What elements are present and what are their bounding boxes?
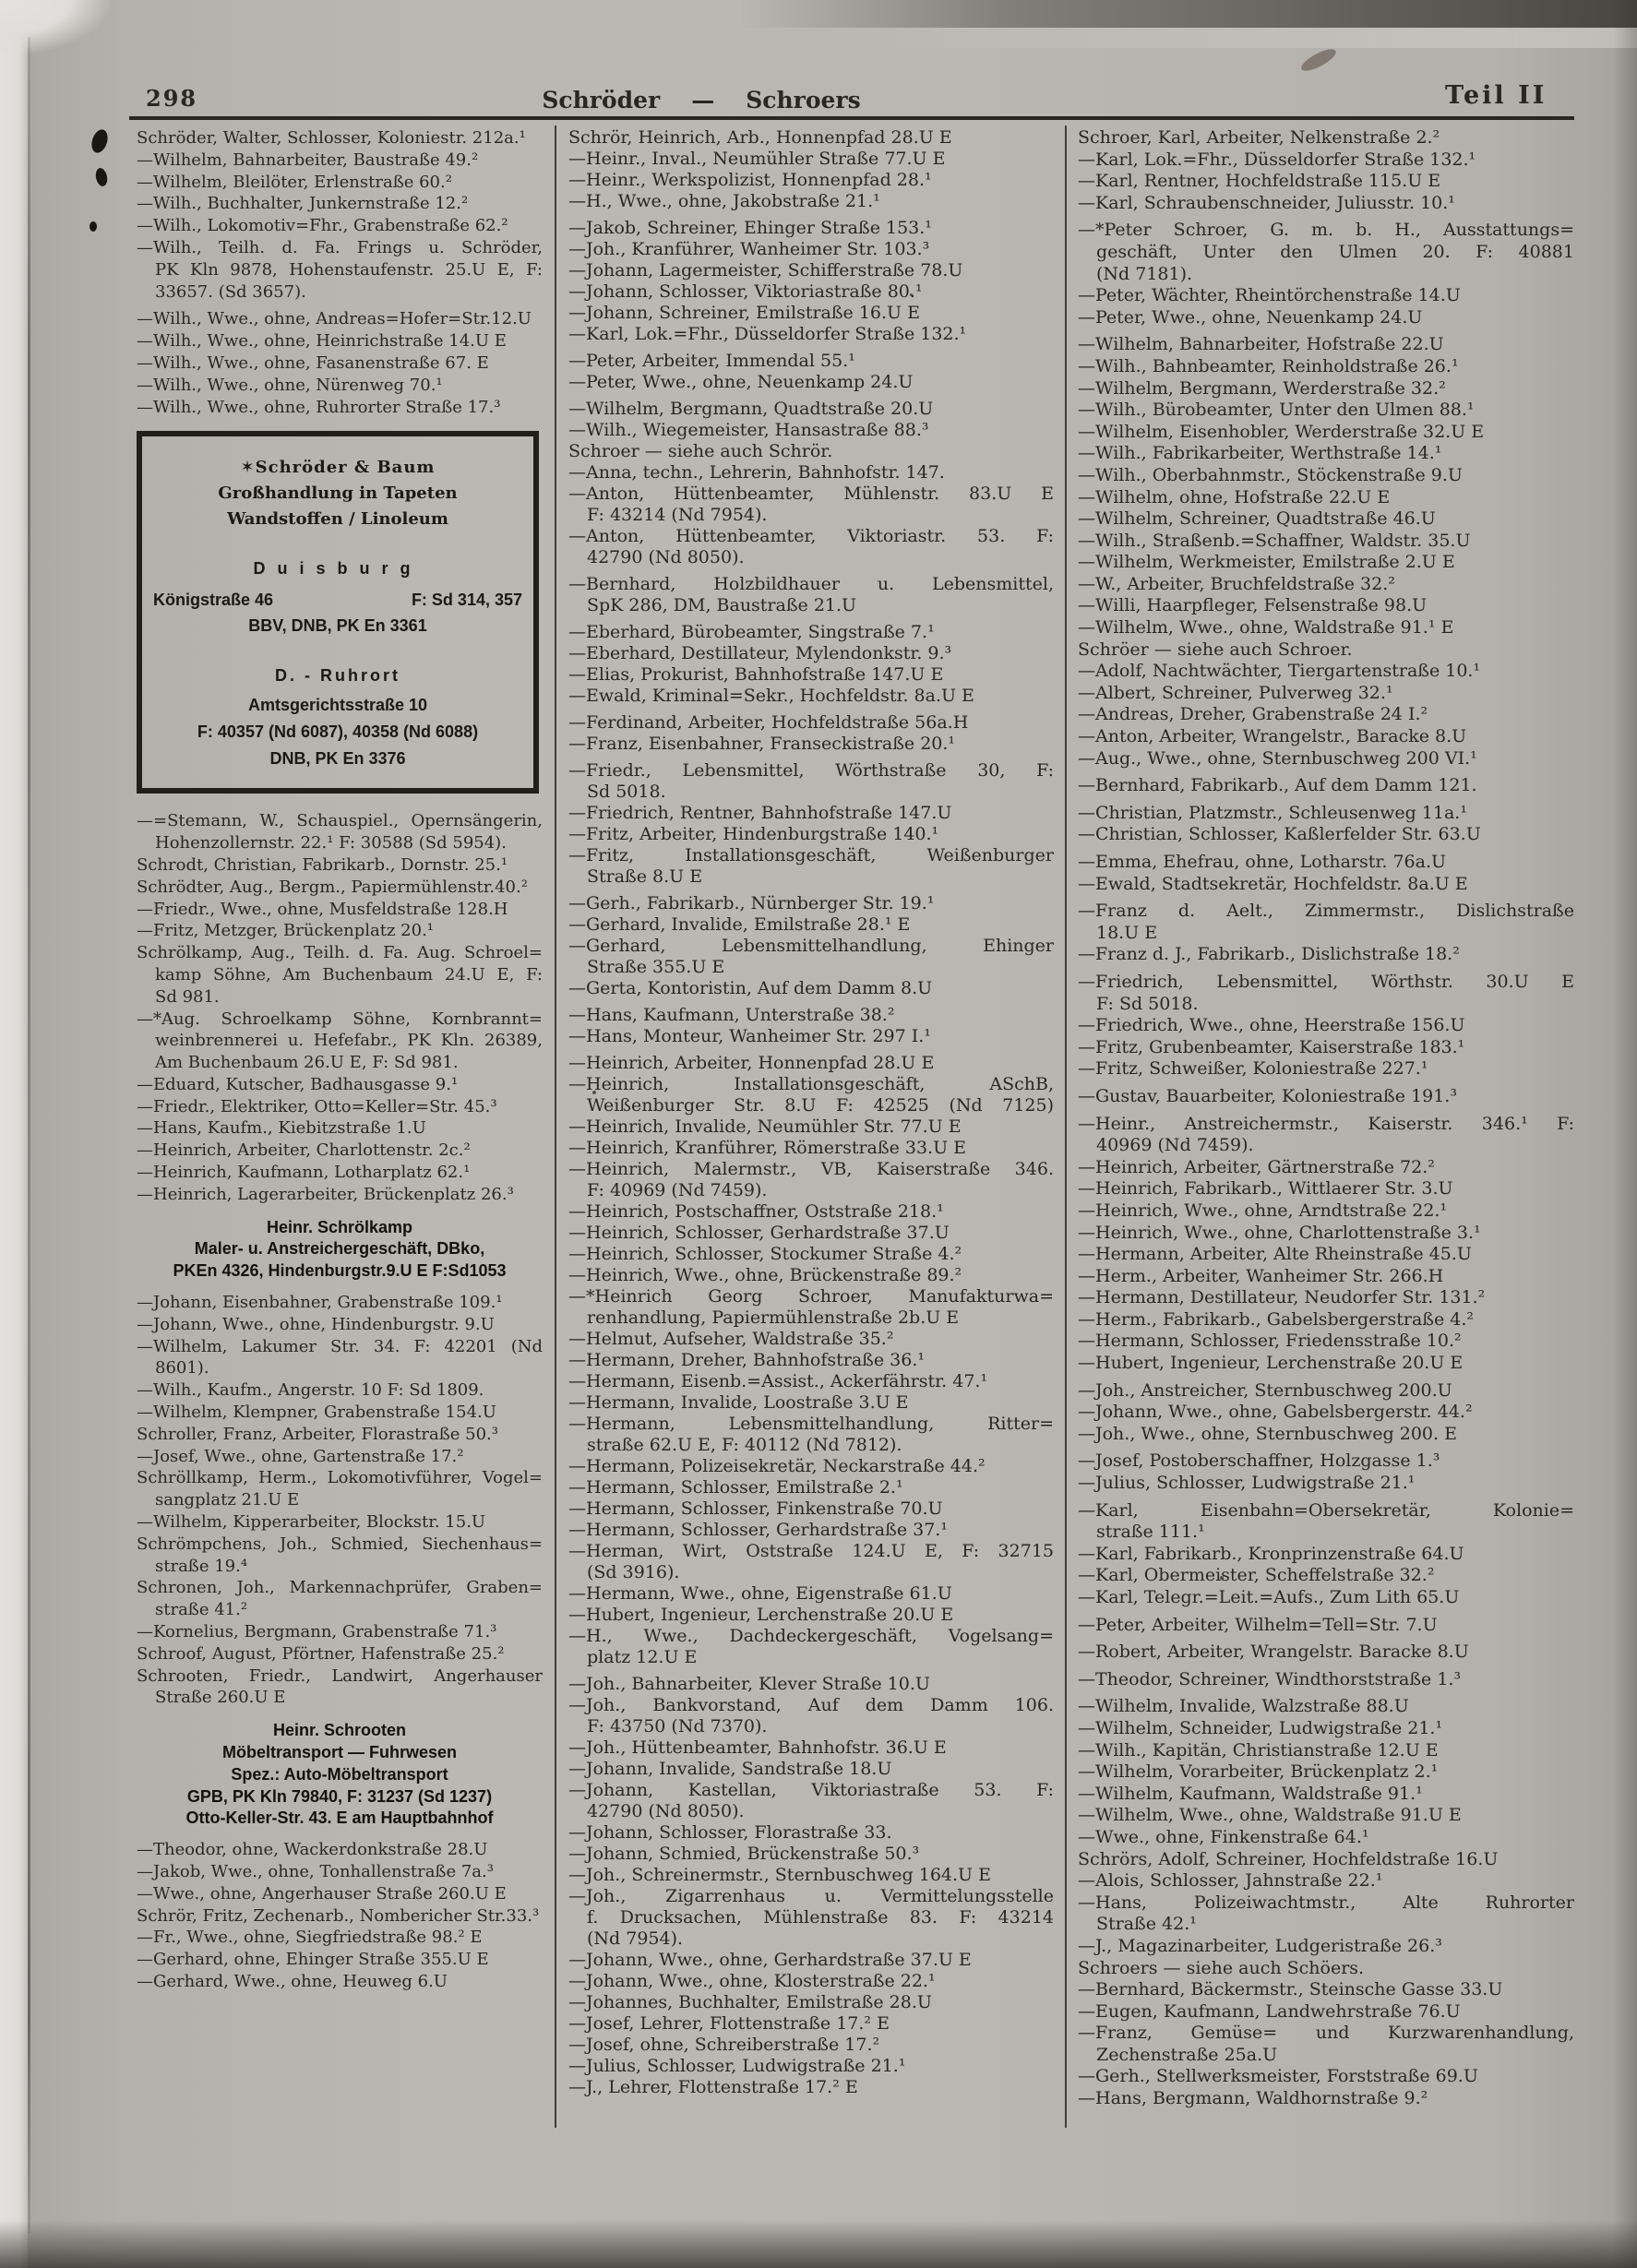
- entry-line: 40969 (Nd 7459).: [1096, 1135, 1254, 1156]
- entry-line: —Fritz, Grubenbeamter, Kaiserstraße 183.¹: [1078, 1036, 1465, 1057]
- ad-line: Heinr. Schrooten: [272, 1721, 407, 1740]
- entry-line: —Hans, Bergmann, Waldhornstraße 9.²: [1078, 2088, 1428, 2109]
- entry-line: —Gerhard, Lebensmittelhandlung, Ehinger: [568, 936, 1054, 956]
- ad-line: Duisburg: [253, 558, 423, 578]
- entry-line: —Jakob, Schreiner, Ehinger Straße 153.¹: [568, 218, 932, 238]
- entry-line: Schrooten, Friedr., Landwirt, Angerhauser: [137, 1665, 543, 1686]
- entry-line: —Wilhelm, Vorarbeiter, Brückenplatz 2.¹: [1078, 1761, 1439, 1783]
- entry-line: Straße 8.U E: [587, 866, 703, 887]
- entry-line: —Willi, Haarpfleger, Felsenstraße 98.U: [1078, 595, 1428, 616]
- entry-line: —Theodor, ohne, Wackerdonkstraße 28.U: [137, 1840, 488, 1860]
- entry-line: —Heinrich, Lagerarbeiter, Brückenplatz 26.³: [137, 1184, 514, 1204]
- entry-line: —Friedr., Lebensmittel, Wörthstraße 30, F:: [568, 760, 1054, 781]
- scan-background-left: [0, 0, 28, 2268]
- entry-line: —Andreas, Dreher, Grabenstraße 24 I.²: [1078, 704, 1428, 725]
- entry-line: —Heinrich, Kaufmann, Lotharplatz 62.¹: [137, 1163, 471, 1183]
- entry-line: —Heinrich, Arbeiter, Honnenpfad 28.U E: [568, 1053, 935, 1073]
- entry-line: renhandlung, Papiermühlenstraße 2b.U E: [587, 1307, 960, 1328]
- ad-line: F: 40357 (Nd 6087), 40358 (Nd 6088): [197, 722, 479, 741]
- entry-line: —Emma, Ehefrau, ohne, Lotharstr. 76a.U: [1078, 852, 1447, 872]
- entry-line: Sd 981.: [155, 986, 220, 1007]
- entry-line: —Franz d. Aelt., Zimmermstr., Dislichstraße: [1078, 901, 1574, 922]
- entry-line: —Fritz, Arbeiter, Hindenburgstraße 140.¹: [568, 824, 939, 844]
- entry-line: —Anton, Hüttenbeamter, Viktoriastr. 53. F:: [568, 526, 1054, 546]
- ad-line: Maler- u. Anstreichergeschäft, DBko,: [194, 1239, 485, 1259]
- entry-line: —Wilhelm, Invalide, Walzstraße 88.U: [1078, 1696, 1409, 1717]
- entry-line: —Wilh., Wwe., ohne, Fasanenstraße 67. E: [137, 352, 489, 373]
- entry-line: —Heinrich, Arbeiter, Gärtnerstraße 72.²: [1078, 1156, 1435, 1177]
- entry-line: —Aug., Wwe., ohne, Sternbuschweg 200 VI.¹: [1078, 747, 1477, 769]
- ad-line: Amtsgerichtsstraße 10: [247, 695, 428, 714]
- entry-line: —*Peter Schroer, G. m. b. H., Ausstattungs=: [1078, 220, 1574, 241]
- entry-line: Schronen, Joh., Markennachprüfer, Graben=: [137, 1578, 543, 1598]
- page-curl-top-highlight: [830, 28, 1637, 48]
- entry-line: —Friedrich, Rentner, Bahnhofstraße 147.U: [568, 803, 952, 823]
- entry-line: weinbrennerei u. Hefefabr., PK Kln. 26389,: [155, 1031, 543, 1051]
- entry-line: —Wilh., Kaufm., Angerstr. 10 F: Sd 1809.: [137, 1380, 484, 1401]
- entry-line: —*Aug. Schroelkamp Söhne, Kornbrannt=: [137, 1009, 543, 1029]
- ad-line: BBV, DNB, PK En 3361: [248, 616, 427, 636]
- entry-line: —Hermann, Polizeisekretär, Neckarstraße 44.²: [568, 1456, 986, 1476]
- entry-line: —Ferdinand, Arbeiter, Hochfeldstraße 56a.H: [568, 712, 969, 733]
- entry-line: —Hermann, Schlosser, Finkenstraße 70.U: [568, 1498, 943, 1519]
- entry-line: —Eberhard, Bürobeamter, Singstraße 7.¹: [568, 622, 935, 642]
- entry-line: —Johann, Kastellan, Viktoriastraße 53. F:: [568, 1780, 1054, 1800]
- entry-line: —Wilh., Wwe., ohne, Heinrichstraße 14.U E: [137, 331, 507, 352]
- entry-line: Weißenburger Str. 8.U F: 42525 (Nd 7125): [587, 1095, 1054, 1116]
- entry-line: —Helmut, Aufseher, Waldstraße 35.²: [568, 1329, 894, 1349]
- entry-line: —Wilhelm, Eisenhobler, Werderstraße 32.U E: [1078, 421, 1485, 442]
- entry-line: —Fritz, Schweißer, Koloniestraße 227.¹: [1078, 1058, 1428, 1080]
- entry-line: —Hermann, Invalide, Loostraße 3.U E: [568, 1392, 909, 1413]
- entry-line: —Wilh., Lokomotiv=Fhr., Grabenstraße 62.²: [137, 216, 508, 236]
- entry-line: —H., Wwe., ohne, Jakobstraße 21.¹: [568, 191, 880, 211]
- entries-schrodt-schroelkamp: [137, 810, 543, 1205]
- entry-line: —Heinrich, Malermstr., VB, Kaiserstraße 346.: [568, 1159, 1054, 1179]
- entry-line: —Gerta, Kontoristin, Auf dem Damm 8.U: [568, 978, 933, 998]
- running-head-right: Schroers: [746, 87, 861, 113]
- entry-line: —Peter, Wächter, Rheintörchenstraße 14.U: [1078, 285, 1461, 306]
- entry-line: Straße 42.¹: [1096, 1914, 1197, 1935]
- entry-line: —Anton, Hüttenbeamter, Mühlenstr. 83.U E: [568, 483, 1054, 504]
- entry-line: —Hermann, Wwe., ohne, Eigenstraße 61.U: [568, 1583, 952, 1604]
- entry-line: —Herm., Arbeiter, Wanheimer Str. 266.H: [1078, 1265, 1444, 1286]
- entry-line: —Wilh., Bahnbeamter, Reinholdstraße 26.¹: [1078, 355, 1459, 376]
- entry-line: Straße 260.U E: [155, 1688, 286, 1708]
- entry-line: 42790 (Nd 8050).: [587, 547, 745, 567]
- entry-line: —Hans, Kaufmann, Unterstraße 38.²: [568, 1005, 895, 1025]
- entry-line: —Gerhard, Invalide, Emilstraße 28.¹ E: [568, 914, 911, 935]
- entry-line: —Heinr., Werkspolizist, Honnenpfad 28.¹: [568, 170, 932, 190]
- entry-line: —Johann, Schmied, Brückenstraße 50.³: [568, 1844, 920, 1864]
- entry-line: SpK 286, DM, Baustraße 21.U: [587, 595, 857, 615]
- ad-line: Großhandlung in Tapeten: [218, 483, 458, 504]
- scan-smudge: [1298, 45, 1339, 75]
- entry-line: Schrör, Heinrich, Arb., Honnenpfad 28.U E: [568, 127, 952, 148]
- entry-line: —Heinrich, Postschaffner, Oststraße 218.¹: [568, 1201, 944, 1222]
- entry-line: —Elias, Prokurist, Bahnhofstraße 147.U E: [568, 664, 944, 685]
- entry-line: Schröder, Walter, Schlosser, Koloniestr. 212a.¹: [137, 128, 526, 148]
- entry-line: PK Kln 9878, Hohenstaufenstr. 25.U E, F:: [155, 259, 543, 280]
- entry-line: —Heinr., Anstreichermstr., Kaiserstr. 346.¹ F:: [1078, 1113, 1574, 1134]
- entry-line: —Wilhelm, Werkmeister, Emilstraße 2.U E: [1078, 552, 1455, 573]
- entry-line: —Wilhelm, Kaufmann, Waldstraße 91.¹: [1078, 1783, 1423, 1804]
- entry-line: —Hermann, Destillateur, Neudorfer Str. 131.²: [1078, 1287, 1486, 1308]
- entry-line: —Hermann, Schlosser, Emilstraße 2.¹: [568, 1477, 903, 1498]
- entry-line: —Joh., Schreinermstr., Sternbuschweg 164.U E: [568, 1865, 991, 1885]
- entry-line: Schrölkamp, Aug., Teilh. d. Fa. Aug. Schroel=: [137, 943, 543, 963]
- ad-line: DNB, PK En 3376: [269, 748, 406, 768]
- entry-line: —Herman, Wirt, Oststraße 124.U E, F: 32715: [568, 1541, 1054, 1561]
- entry-line: (Nd 7954).: [587, 1928, 684, 1949]
- entry-line: sangplatz 21.U E: [155, 1490, 300, 1510]
- column-divider-1: [555, 125, 556, 2128]
- entry-line: —Hermann, Schlosser, Gerhardstraße 37.¹: [568, 1520, 948, 1540]
- entry-line: —Wilh., Fabrikarbeiter, Werthstraße 14.¹: [1078, 443, 1442, 464]
- entry-line: —Johann, Schreiner, Emilstraße 16.U E: [568, 303, 920, 323]
- entry-line: —Christian, Platzmstr., Schleusenweg 11a.¹: [1078, 802, 1467, 823]
- entry-line: —Anna, techn., Lehrerin, Bahnhofstr. 147.: [568, 462, 945, 483]
- entry-line: —Wilh., Wiegemeister, Hansastraße 88.³: [568, 420, 929, 440]
- entry-line: —Heinrich, Fabrikarb., Wittlaerer Str. 3.U: [1078, 1178, 1453, 1200]
- entry-line: —Friedrich, Lebensmittel, Wörthstr. 30.U E: [1078, 971, 1574, 992]
- entry-line: —Heinrich, Schlosser, Stockumer Straße 4.²: [568, 1244, 962, 1264]
- entry-line: —Wilh., Kapitän, Christianstraße 12.U E: [1078, 1739, 1439, 1761]
- entry-line: —Johann, Wwe., ohne, Gabelsbergerstr. 44.²: [1078, 1402, 1473, 1423]
- entry-line: —Fr., Wwe., ohne, Siegfriedstraße 98.² E: [137, 1928, 483, 1948]
- directory-column-right: [1078, 127, 1574, 2110]
- entry-line: F: Sd 5018.: [1096, 993, 1199, 1014]
- entry-line: —Peter, Wwe., ohne, Neuenkamp 24.U: [568, 372, 914, 392]
- entry-line: —Bernhard, Holzbildhauer u. Lebensmittel,: [568, 574, 1054, 594]
- entries-schroer-right: [1078, 127, 1574, 2110]
- entry-line: —Kornelius, Bergmann, Grabenstraße 71.³: [137, 1622, 497, 1642]
- entry-line: —Wilhelm, ohne, Hofstraße 22.U E: [1078, 486, 1391, 507]
- entry-line: F: 40969 (Nd 7459).: [587, 1180, 768, 1200]
- running-head-dash: —: [691, 87, 715, 113]
- entry-line: f. Drucksachen, Mühlenstraße 83. F: 43214: [587, 1907, 1054, 1928]
- entry-line: —Ewald, Stadtsekretär, Hochfeldstr. 8a.U E: [1078, 873, 1468, 894]
- entry-line: 8601).: [155, 1358, 209, 1379]
- entry-line: —Josef, Lehrer, Flottenstraße 17.² E: [568, 2013, 890, 2034]
- entry-line: geschäft, Unter den Ulmen 20. F: 40881: [1096, 241, 1574, 262]
- entry-line: —Fritz, Installationsgeschäft, Weißenburger: [568, 845, 1054, 865]
- entry-line: Schröllkamp, Herm., Lokomotivführer, Vogel=: [137, 1468, 543, 1488]
- entry-line: 33657. (Sd 3657).: [155, 281, 306, 302]
- entry-line: —Wilhelm, Bahnarbeiter, Hofstraße 22.U: [1078, 334, 1444, 355]
- entry-line: —Joh., Hüttenbeamter, Bahnhofstr. 36.U E: [568, 1737, 947, 1758]
- page-number: 298: [146, 85, 198, 112]
- entry-line: Schrömpchens, Joh., Schmied, Siechenhaus=: [137, 1534, 543, 1554]
- entry-line: —Wilhelm, Bergmann, Werderstraße 32.²: [1078, 377, 1446, 399]
- entry-line: —Alois, Schlosser, Jahnstraße 22.¹: [1078, 1870, 1383, 1892]
- entry-line: —Hans, Monteur, Wanheimer Str. 297 I.¹: [568, 1026, 931, 1046]
- entry-line: —Karl, Eisenbahn=Obersekretär, Kolonie=: [1078, 1499, 1574, 1521]
- entry-line: —*Heinrich Georg Schroer, Manufakturwa=: [568, 1286, 1054, 1307]
- entry-line: —Heinrich, Wwe., ohne, Arndtstraße 22.¹: [1078, 1200, 1448, 1221]
- entry-line: —Friedr., Elektriker, Otto=Keller=Str. 45.³: [137, 1096, 497, 1116]
- page-curl-top: [738, 0, 1637, 28]
- entry-line: Hohenzollernstr. 22.¹ F: 30588 (Sd 5954).: [155, 833, 507, 853]
- ink-blob: [94, 167, 109, 187]
- entry-line: —Fritz, Metzger, Brückenplatz 20.¹: [137, 921, 435, 941]
- entries-schroer-middle: [568, 127, 1054, 2098]
- entry-line: —Bernhard, Fabrikarb., Auf dem Damm 121.: [1078, 775, 1477, 796]
- entry-line: —Joh., Bahnarbeiter, Klever Straße 10.U: [568, 1674, 930, 1694]
- ad-line: Otto-Keller-Str. 43. E am Hauptbahnhof: [185, 1808, 494, 1828]
- entry-line: —Wilhelm, Bahnarbeiter, Baustraße 49.²: [137, 149, 479, 170]
- entry-line: straße 62.U E, F: 40112 (Nd 7812).: [587, 1435, 902, 1455]
- entry-line: —Karl, Schraubenschneider, Juliusstr. 10.¹: [1078, 192, 1455, 213]
- entry-line: straße 41.²: [155, 1600, 248, 1620]
- entry-line: Schrodt, Christian, Fabrikarb., Dornstr. 25.¹: [137, 854, 508, 875]
- entry-line: Schrörs, Adolf, Schreiner, Hochfeldstraße 16.U: [1078, 1848, 1499, 1869]
- entry-line: —Johann, Wwe., ohne, Gerhardstraße 37.U E: [568, 1950, 972, 1970]
- entry-line: —Hans, Kaufm., Kiebitzstraße 1.U: [137, 1118, 426, 1139]
- ink-blob: [89, 127, 110, 155]
- entry-line: —Heinrich, Schlosser, Gerhardstraße 37.U: [568, 1223, 950, 1243]
- entry-line: Straße 355.U E: [587, 957, 725, 977]
- entry-line: —Eugen, Kaufmann, Landwehrstraße 76.U: [1078, 2000, 1461, 2022]
- entry-line: —Joh., Wwe., ohne, Sternbuschweg 200. E: [1078, 1423, 1457, 1444]
- column-divider-2: [1065, 125, 1067, 2128]
- entry-line: —Karl, Telegr.=Leit.=Aufs., Zum Lith 65.U: [1078, 1587, 1460, 1607]
- entry-line: kamp Söhne, Am Buchenbaum 24.U E, F:: [155, 964, 543, 985]
- entry-line: —=Stemann, W., Schauspiel., Opernsängerin,: [137, 811, 543, 831]
- entry-line: —J., Magazinarbeiter, Ludgeristraße 26.³: [1078, 1935, 1442, 1956]
- entry-line: —Theodor, Schreiner, Windthorststraße 1.³: [1078, 1668, 1462, 1689]
- entry-line: —Hermann, Arbeiter, Alte Rheinstraße 45.U: [1078, 1244, 1472, 1265]
- entry-line: straße 19.⁴: [155, 1556, 248, 1576]
- entry-line: Sd 5018.: [587, 782, 666, 802]
- entry-line: —Hermann, Schlosser, Friedensstraße 10.²: [1078, 1331, 1462, 1352]
- ad-heinr-schroelkamp: [137, 1217, 543, 1283]
- entry-line: —Gerh., Stellwerksmeister, Forststraße 69.U: [1078, 2066, 1478, 2087]
- scan-shadow-right: [1613, 0, 1637, 2268]
- entry-line: —Johann, Lagermeister, Schifferstraße 78.U: [568, 260, 963, 281]
- entry-line: —Karl, Obermeister, Scheffelstraße 32.²: [1078, 1565, 1435, 1586]
- entry-line: —Wilhelm, Wwe., ohne, Waldstraße 91.U E: [1078, 1805, 1462, 1826]
- ad-line: [153, 590, 522, 612]
- entry-line: F: 43214 (Nd 7954).: [587, 505, 768, 525]
- entries-schroeder-w: [137, 127, 543, 418]
- entry-line: —Hubert, Ingenieur, Lerchenstraße 20.U E: [1078, 1353, 1464, 1374]
- entry-line: —Gerh., Fabrikarb., Nürnberger Str. 19.¹: [568, 893, 935, 913]
- ad-schroeder-baum: [137, 431, 539, 794]
- page-curl-bottom: [0, 2220, 1637, 2268]
- entry-line: —Heinrich, Installationsgeschäft, ASchB,: [568, 1074, 1054, 1094]
- header-rule: [129, 116, 1574, 120]
- entry-line: —Josef, Postoberschaffner, Holzgasse 1.³: [1078, 1450, 1440, 1472]
- entry-line: —Franz, Gemüse= und Kurzwarenhandlung,: [1078, 2023, 1574, 2044]
- section-label: Teil II: [1445, 81, 1547, 110]
- cross-reference-line: Schröer — siehe auch Schroer.: [1078, 639, 1353, 660]
- entry-line: —Wilhelm, Kipperarbeiter, Blockstr. 15.U: [137, 1512, 486, 1533]
- entry-line: —Wwe., ohne, Finkenstraße 64.¹: [1078, 1826, 1369, 1847]
- entry-line: —Gustav, Bauarbeiter, Koloniestraße 191.³: [1078, 1085, 1457, 1106]
- entry-line: —Johann, Eisenbahner, Grabenstraße 109.¹: [137, 1293, 503, 1313]
- entry-line: —J., Lehrer, Flottenstraße 17.² E: [568, 2077, 858, 2097]
- entry-line: 18.U E: [1096, 922, 1158, 943]
- entry-line: —Heinrich, Kranführer, Römerstraße 33.U E: [568, 1138, 966, 1158]
- entry-line: —Heinrich, Wwe., ohne, Brückenstraße 89.²: [568, 1265, 962, 1285]
- entry-line: —Wilh., Oberbahnmstr., Stöckenstraße 9.U: [1078, 464, 1463, 485]
- entry-line: —Wwe., ohne, Angerhauser Straße 260.U E: [137, 1883, 507, 1904]
- ad-line-part: F: Sd 314, 357: [411, 590, 522, 609]
- entry-line: —Wilhelm, Wwe., ohne, Waldstraße 91.¹ E: [1078, 617, 1454, 639]
- ad-heinr-schrooten: [137, 1720, 543, 1830]
- entry-line: —Herm., Fabrikarb., Gabelsbergerstraße 4.²: [1078, 1308, 1475, 1330]
- entry-line: —Hans, Polizeiwachtmstr., Alte Ruhrorter: [1078, 1892, 1574, 1913]
- entry-line: —Peter, Arbeiter, Wilhelm=Tell=Str. 7.U: [1078, 1614, 1438, 1635]
- entry-line: —Johann, Wwe., ohne, Hindenburgstr. 9.U: [137, 1314, 495, 1334]
- entry-line: —Karl, Fabrikarb., Kronprinzenstraße 64.U: [1078, 1543, 1464, 1564]
- entry-line: —Wilhelm, Schreiner, Quadtstraße 46.U: [1078, 508, 1436, 530]
- entry-line: —Julius, Schlosser, Ludwigstraße 21.¹: [568, 2056, 906, 2076]
- entry-line: —Hermann, Eisenb.=Assist., Ackerfährstr. 47.¹: [568, 1371, 988, 1391]
- entry-line: —Heinrich, Wwe., ohne, Charlottenstraße 3.¹: [1078, 1222, 1481, 1243]
- entry-line: —Wilhelm, Klempner, Grabenstraße 154.U: [137, 1403, 496, 1423]
- entry-line: —Karl, Rentner, Hochfeldstraße 115.U E: [1078, 171, 1441, 192]
- ink-blob: [90, 221, 97, 232]
- entry-line: —Hermann, Lebensmittelhandlung, Ritter=: [568, 1414, 1054, 1434]
- entry-line: —Eberhard, Destillateur, Mylendonkstr. 9.³: [568, 643, 952, 663]
- entry-line: —W., Arbeiter, Bruchfeldstraße 32.²: [1078, 573, 1395, 594]
- entry-line: —Wilh., Wwe., ohne, Nürenweg 70.¹: [137, 375, 443, 395]
- entry-line: Schroller, Franz, Arbeiter, Florastraße 50.³: [137, 1424, 498, 1444]
- page-corner-top-left: [0, 0, 111, 55]
- ad-line: Möbeltransport — Fuhrwesen: [221, 1743, 458, 1761]
- entry-line: —Gerhard, ohne, Ehinger Straße 355.U E: [137, 1950, 489, 1970]
- entry-line: —Karl, Lok.=Fhr., Düsseldorfer Straße 132.¹: [568, 324, 967, 344]
- entry-line: —Peter, Arbeiter, Immendal 55.¹: [568, 351, 855, 371]
- entry-line: —Wilhelm, Schneider, Ludwigstraße 21.¹: [1078, 1717, 1443, 1738]
- ad-line: GPB, PK Kln 79840, F: 31237 (Sd 1237): [186, 1786, 493, 1806]
- entry-line: Schrödter, Aug., Bergm., Papiermühlenstr.40.²: [137, 877, 528, 897]
- entry-line: —Heinrich, Arbeiter, Charlottenstr. 2c.²: [137, 1140, 471, 1161]
- cross-reference-line: Schroer — siehe auch Schrör.: [568, 441, 833, 461]
- ad-line: PKEn 4326, Hindenburgstr.9.U E F:Sd1053: [173, 1261, 507, 1281]
- entry-line: —Franz d. J., Fabrikarb., Dislichstraße 18.²: [1078, 944, 1460, 965]
- entry-line: —Robert, Arbeiter, Wrangelstr. Baracke 8.U: [1078, 1641, 1469, 1663]
- entry-line: platz 12.U E: [587, 1647, 698, 1667]
- entry-line: —Wilhelm, Bergmann, Quadtstraße 20.U: [568, 399, 934, 419]
- entry-line: —Johann, Invalide, Sandstraße 18.U: [568, 1759, 892, 1779]
- entry-line: —Anton, Arbeiter, Wrangelstr., Baracke 8.U: [1078, 726, 1467, 747]
- entry-line: —Karl, Lok.=Fhr., Düsseldorfer Straße 132.¹: [1078, 149, 1476, 170]
- page-edge-line: [28, 37, 30, 2233]
- entry-line: 42790 (Nd 8050).: [587, 1801, 745, 1821]
- entry-line: —Josef, ohne, Schreiberstraße 17.²: [568, 2035, 880, 2055]
- entry-line: —Friedr., Wwe., ohne, Musfeldstraße 128.H: [137, 899, 508, 919]
- entry-line: Am Buchenbaum 26.U E, F: Sd 981.: [155, 1053, 459, 1073]
- entry-line: —Hubert, Ingenieur, Lerchenstraße 20.U E: [568, 1605, 954, 1625]
- entry-line: —Jakob, Wwe., ohne, Tonhallenstraße 7a.³: [137, 1861, 494, 1881]
- entry-line: —Gerhard, Wwe., ohne, Heuweg 6.U: [137, 1971, 448, 1991]
- directory-column-left: [137, 127, 543, 1993]
- entry-line: (Sd 3916).: [587, 1562, 680, 1582]
- entry-line: —Joh., Anstreicher, Sternbuschweg 200.U: [1078, 1379, 1452, 1401]
- entry-line: —Josef, Wwe., ohne, Gartenstraße 17.²: [137, 1446, 464, 1466]
- entry-line: F: 43750 (Nd 7370).: [587, 1716, 768, 1737]
- entry-line: —Johann, Wwe., ohne, Klosterstraße 22.¹: [568, 1971, 936, 1991]
- entry-line: —Joh., Bankvorstand, Auf dem Damm 106.: [568, 1695, 1054, 1715]
- entry-line: —Wilh., Wwe., ohne, Andreas=Hofer=Str.12.U: [137, 309, 532, 329]
- entry-line: —Adolf, Nachtwächter, Tiergartenstraße 10.¹: [1078, 661, 1481, 682]
- entry-line: —Wilhelm, Lakumer Str. 34. F: 42201 (Nd: [137, 1336, 543, 1356]
- entry-line: —Albert, Schreiner, Pulverweg 32.¹: [1078, 682, 1393, 703]
- entry-line: —Hermann, Dreher, Bahnhofstraße 36.¹: [568, 1350, 925, 1370]
- entry-line: —Bernhard, Bäckermstr., Steinsche Gasse 33.U: [1078, 1979, 1503, 2000]
- ad-line-part: Königstraße 46: [153, 590, 274, 609]
- entry-line: —Eduard, Kutscher, Badhausgasse 9.¹: [137, 1074, 459, 1094]
- running-head: [443, 87, 960, 113]
- entry-line: Schrör, Fritz, Zechenarb., Nombericher Str.33.³: [137, 1905, 540, 1926]
- ad-line: Spez.: Auto-Möbeltransport: [231, 1764, 448, 1784]
- entry-line: —Wilh., Wwe., ohne, Ruhrorter Straße 17.³: [137, 397, 501, 417]
- ad-line: Wandstoffen / Linoleum: [227, 508, 448, 529]
- ad-line: D. - Ruhrort: [275, 666, 400, 686]
- entries-schroelkamp-schrooten: [137, 1292, 543, 1709]
- entry-line: —Wilh., Straßenb.=Schaffner, Waldstr. 35.U: [1078, 530, 1471, 551]
- entry-line: —Johann, Schlosser, Florastraße 33.: [568, 1822, 892, 1843]
- entry-line: —Christian, Schlosser, Kaßlerfelder Str. 63.U: [1078, 824, 1481, 845]
- directory-column-middle: [568, 127, 1054, 2098]
- entry-line: —Peter, Wwe., ohne, Neuenkamp 24.U: [1078, 306, 1423, 328]
- entry-line: —Ewald, Kriminal=Sekr., Hochfeldstr. 8a.U E: [568, 686, 974, 706]
- entry-line: —Julius, Schlosser, Ludwigstraße 21.¹: [1078, 1473, 1416, 1494]
- entry-line: —Wilhelm, Bleilöter, Erlenstraße 60.²: [137, 172, 452, 192]
- entry-line: Schroer, Karl, Arbeiter, Nelkenstraße 2.²: [1078, 127, 1440, 148]
- entry-line: —Friedrich, Wwe., ohne, Heerstraße 156.U: [1078, 1015, 1465, 1036]
- entry-line: —Wilh., Buchhalter, Junkernstraße 12.²: [137, 194, 469, 214]
- running-head-left: Schröder: [542, 87, 661, 113]
- entry-line: —Joh., Zigarrenhaus u. Vermittelungsstelle: [568, 1886, 1054, 1906]
- entry-line: —Franz, Eisenbahner, Franseckistraße 20.¹: [568, 734, 956, 754]
- entry-line: —Heinr., Inval., Neumühler Straße 77.U E: [568, 149, 946, 169]
- entry-line: Zechenstraße 25a.U: [1096, 2044, 1278, 2065]
- entry-line: —Heinrich, Invalide, Neumühler Str. 77.U E: [568, 1116, 962, 1137]
- entry-line: —Joh., Kranführer, Wanheimer Str. 103.³: [568, 239, 930, 259]
- entry-line: —Johannes, Buchhalter, Emilstraße 28.U: [568, 1992, 932, 2012]
- entry-line: —Johann, Schlosser, Viktoriastraße 80.¹: [568, 281, 923, 302]
- entry-line: (Nd 7181).: [1096, 263, 1193, 284]
- entry-line: —Wilh., Bürobeamter, Unter den Ulmen 88.¹: [1078, 400, 1475, 421]
- entry-line: Schroof, August, Pförtner, Hafenstraße 25.²: [137, 1643, 505, 1664]
- entries-schroer-bottom: [137, 1839, 543, 1993]
- ad-line: ✶Schröder & Baum: [240, 458, 436, 478]
- cross-reference-line: Schroers — siehe auch Schöers.: [1078, 1957, 1365, 1978]
- entry-line: —Wilh., Teilh. d. Fa. Frings u. Schröder,: [137, 237, 543, 257]
- ad-line: Heinr. Schrölkamp: [266, 1217, 413, 1236]
- entry-line: —H., Wwe., Dachdeckergeschäft, Vogelsang=: [568, 1626, 1054, 1646]
- entry-line: straße 111.¹: [1096, 1522, 1205, 1543]
